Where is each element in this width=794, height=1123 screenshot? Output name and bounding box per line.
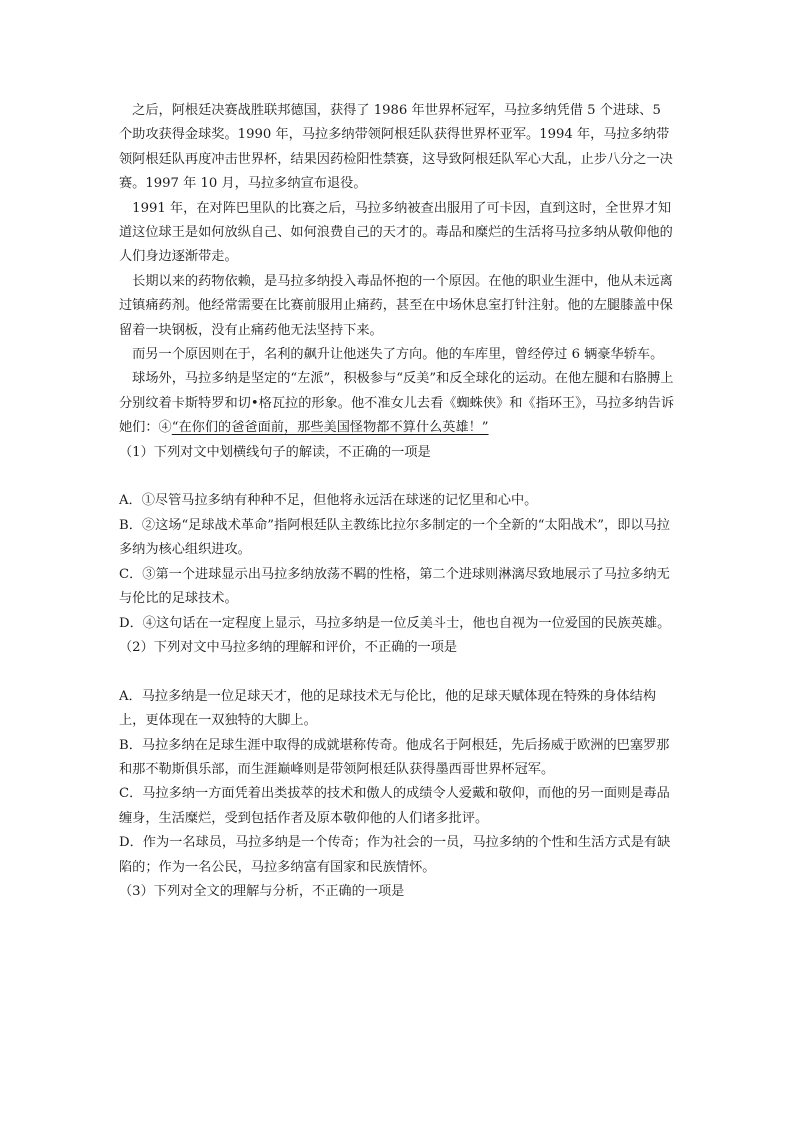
question-2-stem: （2）下列对文中马拉多纳的理解和评价，不正确的一项是 — [119, 639, 458, 655]
question-3-stem: （3）下列对全文的理解与分析，不正确的一项是 — [119, 883, 405, 899]
question-2-option-a: A．马拉多纳是一位足球天才，他的足球技术无与伦比，他的足球天赋体现在特殊的身体结构上，更体现在一双独特的大脚上。 — [119, 688, 657, 729]
question-1-option-d: D．④这句话在一定程度上显示，马拉多纳是一位反美斗士，他也自视为一位爱国的民族英雄。 — [119, 615, 671, 631]
question-1-stem: （1）下列对文中划横线句子的解读，不正确的一项是 — [119, 444, 431, 460]
question-1-option-b: B．②这场“足球战术革命”指阿根廷队主教练比拉尔多制定的一个全新的“太阳战术”，即以马拉多纳为核心组织进攻。 — [119, 517, 670, 558]
spacer — [119, 465, 675, 489]
paragraph-5-lead: 球场外，马拉多纳是坚定的“左派”，积极参与“反美”和反全球化的运动。在他左腿和右胳膊上分别纹着卡斯特罗和切•格瓦拉的形象。他不准女儿去看《蜘蛛侠》和《指环王》，马拉多纳告诉她们：④ — [119, 371, 675, 436]
underlined-quote: “在你们的爸爸面前，那些美国怪物都不算什么英雄！” — [171, 420, 489, 436]
question-1-option-c: C．③第一个进球显示出马拉多纳放荡不羁的性格，第二个进球则淋漓尽致地展示了马拉多纳无与伦比的足球技术。 — [119, 566, 670, 607]
question-1-option-a: A．①尽管马拉多纳有种种不足，但他将永远活在球迷的记忆里和心中。 — [119, 493, 538, 509]
paragraph-4: 而另一个原因则在于，名利的飙升让他迷失了方向。他的车库里，曾经停过 6 辆豪华轿车。 — [119, 347, 664, 363]
question-2-option-b: B．马拉多纳在足球生涯中取得的成就堪称传奇。他成名于阿根廷，先后扬威于欧洲的巴塞罗那和那不勒斯俱乐部，而生涯巅峰则是带领阿根廷队获得墨西哥世界杯冠军。 — [119, 737, 670, 777]
question-2-option-d: D．作为一名球员，马拉多纳是一个传奇；作为社会的一员，马拉多纳的个性和生活方式是有缺陷的；作为一名公民，马拉多纳富有国家和民族情怀。 — [119, 835, 671, 875]
paragraph-1: 之后，阿根廷决赛战胜联邦德国，获得了 1986 年世界杯冠军，马拉多纳凭借 5 个进球、5 个助攻获得金球奖。1990 年，马拉多纳带领阿根廷队获得世界杯亚军。1994 年，马拉多纳带领阿根廷队再度冲击世界杯，结果因药检阳性禁赛，这导致阿根廷队军心大乱，止步八分之一决赛。1997 年 10 月，马拉多纳宣布退役。 — [119, 103, 673, 192]
question-2-option-c: C．马拉多纳一方面凭着出类拔萃的技术和傲人的成绩令人爱戴和敬仰，而他的另一面则是毒品缠身，生活糜烂，受到包括作者及原本敬仰他的人们诸多批评。 — [119, 786, 670, 826]
paragraph-5 — [119, 367, 675, 440]
paragraph-3: 长期以来的药物依赖，是马拉多纳投入毒品怀抱的一个原因。在他的职业生涯中，他从未远离过镇痛药剂。他经常需要在比赛前服用止痛药，甚至在中场休息室打针注射。他的左腿膝盖中保留着一块钢板，没有止痛药他无法坚持下来。 — [119, 273, 673, 338]
paragraph-2: 1991 年，在对阵巴里队的比赛之后，马拉多纳被查出服用了可卡因，直到这时，全世界才知道这位球王是如何放纵自己、如何浪费自己的天才的。毒品和糜烂的生活将马拉多纳从敬仰他的人们身边逐渐带走。 — [119, 200, 673, 265]
document-page — [119, 99, 675, 904]
spacer — [119, 660, 675, 684]
